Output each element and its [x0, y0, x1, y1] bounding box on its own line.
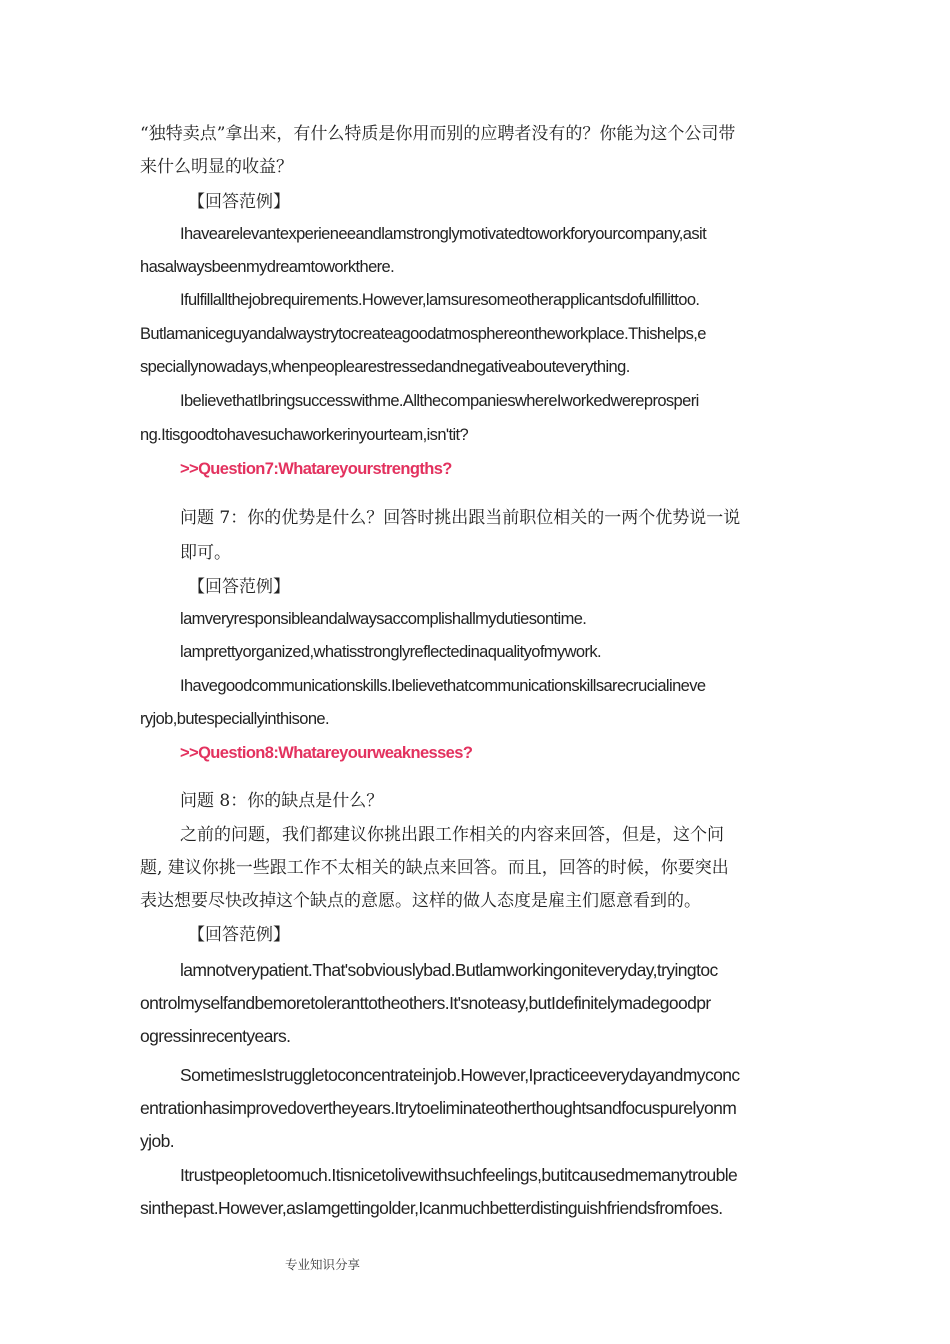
paragraph-line: 表达想要尽快改掉这个缺点的意愿。这样的做人态度是雇主们愿意看到的。 — [140, 891, 701, 911]
answer-line: ng.Itisgoodtohavesuchaworkerinyourteam,isn'tit? — [140, 426, 469, 444]
answer-line: Butlamaniceguyandalwaystrytocreateagoodatmosphereontheworkplace.Thishelps,e — [140, 325, 706, 343]
answer-line: lamnotverypatient.That'sobviouslybad.Butlamworkingoniteveryday,tryingtoc — [180, 960, 718, 980]
answer-line: sinthepast.However,asIamgettingolder,Icanmuchbetterdistinguishfriendsfromfoes. — [140, 1198, 723, 1218]
answer-line: Ihavearelevantexperieneeandlamstronglymotivatedtoworkforyourcompany,asit — [180, 225, 707, 243]
answer-example-label: 【回答范例】 — [188, 925, 290, 945]
answer-example-label: 【回答范例】 — [188, 577, 290, 597]
answer-line: Ihavegoodcommunicationskills.Ibelievethatcommunicationskillsarecrucialineve — [180, 677, 706, 695]
answer-line: speciallynowadays,whenpeoplearestressedandnegativeabouteverything. — [140, 358, 630, 376]
paragraph-line: “独特卖点”拿出来，有什么特质是你用而别的应聘者没有的？你能为这个公司带 — [140, 124, 736, 144]
answer-line: SometimesIstruggletoconcentrateinjob.However,Ipracticeeverydayandmyconc — [180, 1065, 740, 1085]
question-heading: >>Question7:Whatareyourstrengths? — [180, 460, 452, 478]
answer-line: lamveryresponsibleandalwaysaccomplishallmydutiesontime. — [180, 610, 587, 628]
answer-example-label: 【回答范例】 — [188, 192, 290, 212]
answer-line: ontrolmyselfandbemoretoleranttotheothers.It'snoteasy,butIdefinitelymadegoodpr — [140, 993, 711, 1013]
answer-line: hasalwaysbeenmydreamtoworkthere. — [140, 258, 395, 276]
question-heading: >>Question8:Whatareyourweaknesses? — [180, 744, 473, 762]
question-description: 问题 7：你的优势是什么？回答时挑出跟当前职位相关的一两个优势说一说 — [180, 508, 741, 528]
answer-line: Ifulfillallthejobrequirements.However,lamsuresomeotherapplicantsdofulfillittoo. — [180, 291, 700, 309]
answer-line: Itrustpeopletoomuch.Itisnicetolivewithsuchfeelings,butitcausedmemanytrouble — [180, 1165, 738, 1185]
answer-line: entrationhasimprovedovertheyears.Itrytoeliminateotherthoughtsandfocuspurelyonm — [140, 1098, 737, 1118]
page-footer: 专业知识分享 — [285, 1257, 361, 1272]
paragraph-line: 之前的问题，我们都建议你挑出跟工作相关的内容来回答，但是，这个问 — [180, 825, 724, 845]
answer-line: IbelievethatIbringsuccesswithme.AllthecompanieswhereIworkedwereprosperi — [180, 392, 699, 410]
paragraph-line: 题, 建议你挑一些跟工作不太相关的缺点来回答。而且，回答的时候，你要突出 — [140, 858, 729, 878]
answer-line: ryjob,butespeciallyinthisone. — [140, 710, 329, 728]
answer-line: lamprettyorganized,whatisstronglyreflectedinaqualityofmywork. — [180, 643, 602, 661]
answer-line: ogressinrecentyears. — [140, 1026, 291, 1046]
question-description: 问题 8：你的缺点是什么？ — [180, 791, 384, 811]
answer-line: yjob. — [140, 1131, 174, 1151]
paragraph-line: 来什么明显的收益？ — [140, 157, 293, 177]
question-description: 即可。 — [180, 543, 231, 563]
